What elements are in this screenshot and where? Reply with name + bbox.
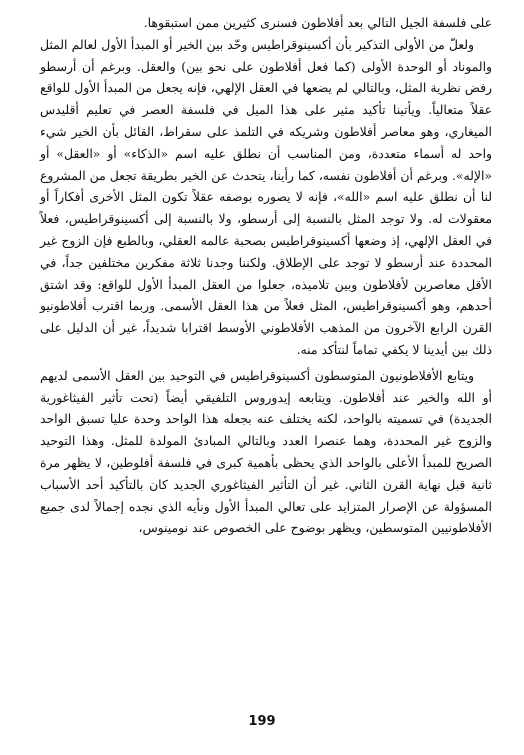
paragraph-3: ويتابع الأفلاطونيون المتوسطون أكسينوقراطيس في التوحيد بين العقل الأسمى لديهم أو الله والخير عند أفلاطون. ويتابعه إيدوروس التلفيقي أيضاً (تحت تأثير الفيثاغورية الجديدة) في تسميته بالواحد، لكنه يختلف عنه بجعله هذا الواحد وحدة عليا تسبق الواحد والزوج غير المحددة، وهما عنصرا العدد وبالتالي المبادئ المولدة للمثل. وهذا التوحيد الصريح للمبدأ الأعلى بالواحد الذي يحظى بأهمية كبرى في فلسفة أفلوطين، لا يظهر مرة ثانية قبل نهاية القرن الثاني. غير أن التأثير الفيثاغوري الجديد كان بالتأكيد أحد الأسباب المسؤولة عن الإصرار المتزايد على تعالي المبدأ الأول ونأيه الذي نجده إجمالاً لدى جميع الأفلاطونيين المتوسطين، ويظهر بوضوح على الخصوص عند نومينوس، bbox=[40, 367, 492, 536]
paragraph-2: ولعلّ من الأولى التذكير بأن أكسينوقراطيس وحّد بين الخير أو المبدأ الأول لعالم المثل والموناد أو الوحدة الأولى (كما فعل أفلاطون على نحو بين) والعقل. وبرغم أن أرسطو رفض نظرية المثل، وبالتالي لم يضعها في العقل الإلهي، فإنه يجعل من المبدأ الأول للواقع عقلاً متعالياً. ويأتينا تأكيد مثير على هذا الميل في فلسفة العصر في تعليم أقليدس الميغاري، وهو معاصر أفلاطون وشريكه في التلمذ على سقراط، القائل بأن الخير شيء واحد له أسماء متعددة، ومن المناسب أن نطلق عليه اسم «الذكاء» أو «العقل» أو «الإله». وبرغم أن أفلاطون نفسه، كما رأينا، يتحدث عن الخير بطريقة تجعل من المشروع لنا أن نطلق عليه اسم «الله»، فإنه لا يصوره بوصفه عقلاً تكون المثل الأخرى أفكاراً أو معقولات له. ولا توجد المثل بالنسبة إلى أرسطو، ولا بالنسبة إلى أكسينوقراطيس، فعلاً في العقل الإلهي، إذ وضعها أكسينوقراطيس بصحبة عالمه العقلي، وبالطبع فإن الزوج غير المحددة عند أرسطو لا توجد على الإطلاق. ولكننا وجدنا ثلاثة مفكرين مختلفين جداً، في الأقل معاصرين لأفلاطون وبين تلاميذه، جعلوا من العقل المبدأ الأول للواقع: وقد اشتق أحدهم، وهو أكسينوقراطيس، المثل فعلاً من هذا العقل الأسمى. وربما اقترب أفلاطونيو القرن الرابع الآخرون من المذهب الأفلاطوني الأوسط اقترابا شديداً، غير أن الدليل على ذلك بين أيدينا لا يكفي تماماً لنتأكد منه. bbox=[40, 36, 492, 357]
paragraph-1: على فلسفة الجيل التالي بعد أفلاطون فسنرى كثيرين ممن استبقوها. bbox=[143, 15, 492, 30]
body-text bbox=[40, 12, 492, 539]
page-number: 199 bbox=[248, 714, 276, 729]
